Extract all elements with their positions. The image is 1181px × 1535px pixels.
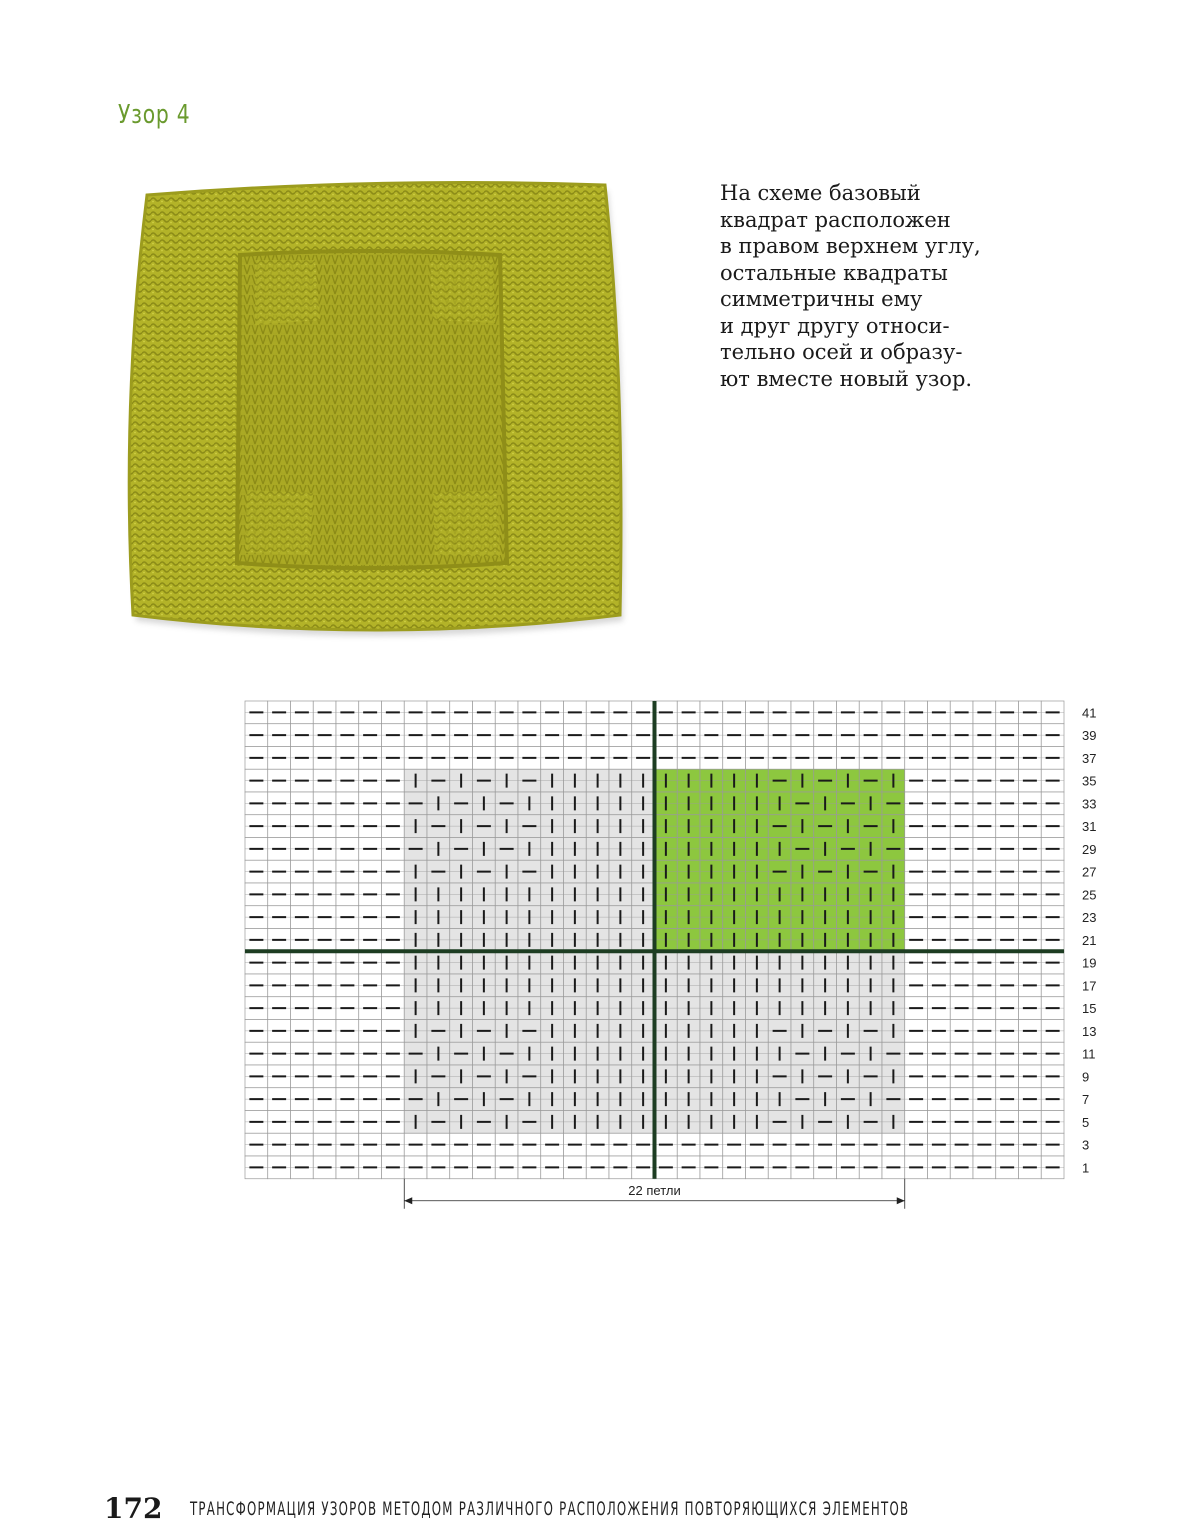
row-label: 35 (1082, 773, 1097, 789)
description-text (720, 180, 1020, 392)
knitting-chart-grid (240, 695, 1110, 1215)
row-label: 33 (1082, 796, 1097, 812)
description-line: остальные квадраты (720, 260, 948, 285)
row-label: 1 (1082, 1160, 1090, 1176)
row-label: 41 (1082, 705, 1097, 721)
row-label: 15 (1082, 1001, 1097, 1017)
row-label: 5 (1082, 1114, 1090, 1130)
description-line: На схеме базовый (720, 181, 921, 205)
pattern-title: Узор 4 (118, 100, 191, 130)
description-line: тельно осей и образу- (720, 340, 963, 364)
knitted-swatch-image (115, 175, 640, 645)
row-label: 17 (1082, 978, 1097, 994)
page-number: 172 (104, 1492, 163, 1525)
width-label: 22 петли (628, 1182, 681, 1198)
row-label: 19 (1082, 955, 1097, 971)
row-label: 3 (1082, 1137, 1090, 1153)
row-label: 13 (1082, 1023, 1097, 1039)
row-label: 37 (1082, 750, 1097, 766)
row-label: 27 (1082, 864, 1097, 880)
row-label: 29 (1082, 841, 1097, 857)
description-line: ют вместе новый узор. (720, 366, 973, 391)
description-line: и друг другу относи- (720, 313, 950, 338)
description-line: в правом верхнем углу, (720, 234, 981, 258)
dimension-arrow-left (404, 1197, 412, 1204)
row-label: 31 (1082, 819, 1097, 835)
row-label: 23 (1082, 910, 1097, 926)
row-label: 7 (1082, 1092, 1090, 1108)
row-label: 39 (1082, 728, 1097, 744)
row-label: 9 (1082, 1069, 1090, 1085)
dimension-arrow-right (897, 1197, 905, 1204)
knitted-swatch-photo (115, 175, 640, 645)
description-line: квадрат расположен (720, 207, 951, 232)
row-label: 21 (1082, 932, 1097, 948)
row-label: 11 (1082, 1046, 1096, 1062)
running-title: ТРАНСФОРМАЦИЯ УЗОРОВ МЕТОДОМ РАЗЛИЧНОГО РАСПОЛОЖЕНИЯ ПОВТОРЯЮЩИХСЯ ЭЛЕМЕНТОВ (190, 1498, 910, 1520)
row-label: 25 (1082, 887, 1097, 903)
knitting-chart (240, 695, 1110, 1215)
description-line: симметричны ему (720, 287, 923, 311)
